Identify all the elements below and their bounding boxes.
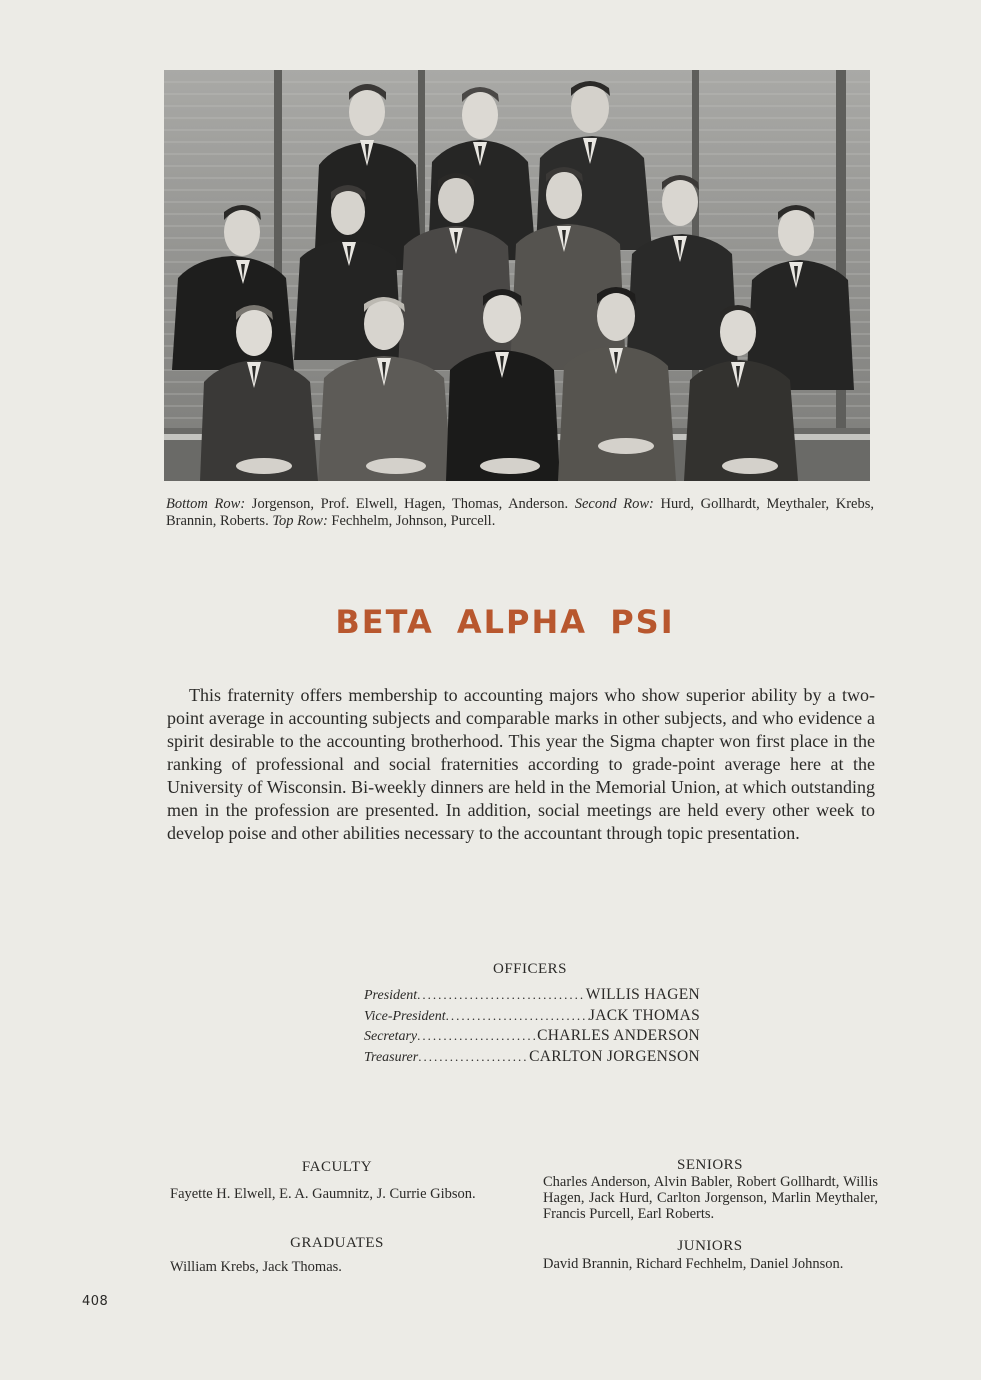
- officer-row: [364, 1026, 700, 1047]
- seniors-heading: SENIORS: [676, 1157, 743, 1173]
- seniors-names: Charles Anderson, Alvin Babler, Robert Gollhardt, Willis Hagen, Jack Hurd, Carlton Jorgenson, Marlin Meythaler, Francis Purcell, Earl Roberts.: [543, 1174, 878, 1222]
- graduates-heading: GRADUATES: [290, 1235, 384, 1251]
- juniors-heading: JUNIORS: [677, 1238, 743, 1254]
- page-number: 408: [82, 1294, 109, 1309]
- officers-heading: OFFICERS: [492, 961, 568, 977]
- officer-name: WILLIS HAGEN: [585, 986, 700, 1003]
- officer-role: Treasurer: [364, 1049, 419, 1065]
- description-paragraph: This fraternity offers membership to accounting majors who show superior ability by a two-point average in accounting subjects and comparable marks in other subjects, and who evidence a spirit desirable to the accounting brotherhood. This year the Sigma chapter won first place in the ranking of professional and social fraternities according to grade-point average here at the University of Wisconsin. Bi-weekly dinners are held in the Memorial Union, at which outstanding men in the profession are presented. In addition, social meetings are held every other week to develop poise and other abilities necessary to the accountant through topic presentation.: [167, 685, 875, 843]
- caption-top-label: Top Row:: [272, 513, 328, 529]
- officer-name: JACK THOMAS: [588, 1006, 700, 1024]
- graduates-names: William Krebs, Jack Thomas.: [170, 1259, 342, 1275]
- description: [167, 684, 875, 845]
- caption-second-names: Hurd, Gollhardt, Meythaler, Krebs, Brannin, Roberts.: [166, 496, 875, 529]
- faculty-names: Fayette H. Elwell, E. A. Gaumnitz, J. Currie Gibson.: [170, 1186, 476, 1202]
- caption-bottom-names: Jorgenson, Prof. Elwell, Hagen, Thomas, Anderson.: [245, 496, 575, 512]
- caption-top-names: Fechhelm, Johnson, Purcell.: [327, 513, 496, 529]
- officer-role: Secretary: [364, 1029, 418, 1044]
- photo-caption: [166, 496, 874, 530]
- officer-role: President: [364, 988, 418, 1003]
- officer-row: [364, 1006, 700, 1027]
- officers-list: [364, 985, 700, 1067]
- group-photo-illustration: [164, 70, 870, 481]
- caption-bottom-label: Bottom Row:: [166, 496, 246, 512]
- leader-dots: [417, 985, 586, 1005]
- officer-row: [364, 985, 700, 1006]
- group-photo: [164, 70, 870, 481]
- page-title: BETA ALPHA PSI: [335, 603, 675, 641]
- leader-dots: [418, 1047, 529, 1067]
- leader-dots: [446, 1006, 589, 1026]
- officer-row: [364, 1047, 700, 1068]
- juniors-names: David Brannin, Richard Fechhelm, Daniel Johnson.: [543, 1256, 844, 1272]
- officer-role: Vice-President: [364, 1008, 446, 1024]
- faculty-heading: FACULTY: [301, 1159, 373, 1175]
- caption-second-label: Second Row:: [574, 496, 654, 512]
- leader-dots: [417, 1026, 537, 1046]
- officer-name: CARLTON JORGENSON: [529, 1047, 700, 1065]
- officer-name: CHARLES ANDERSON: [537, 1027, 700, 1044]
